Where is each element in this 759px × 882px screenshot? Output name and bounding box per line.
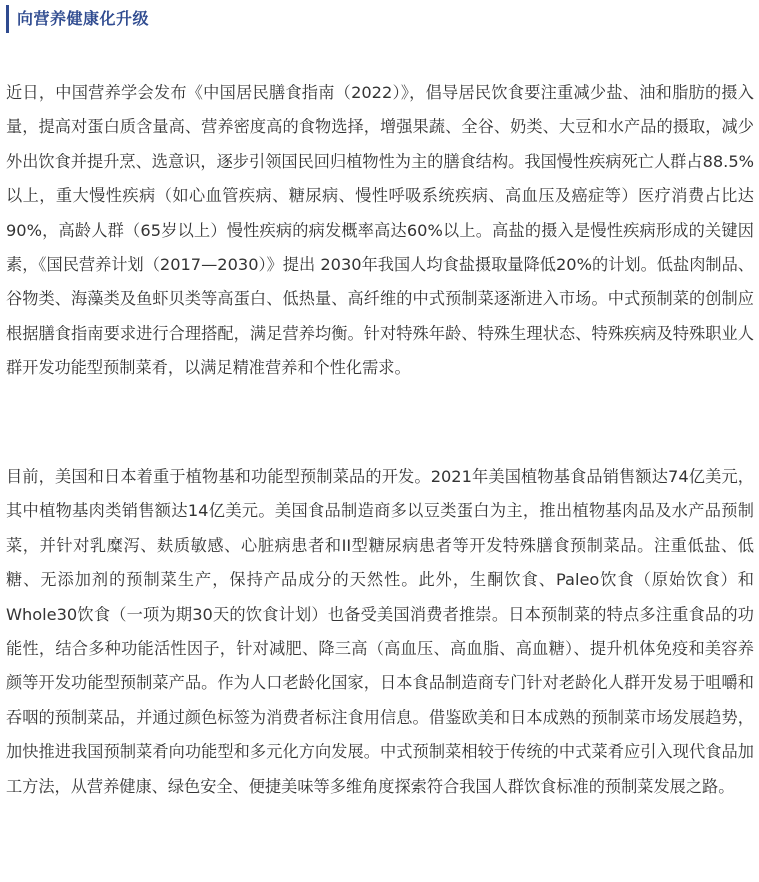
accent-bar	[6, 5, 9, 33]
section-header	[6, 5, 149, 33]
paragraph: 目前，美国和日本着重于植物基和功能型预制菜品的开发。2021年美国植物基食品销售额达74亿美元，其中植物基肉类销售额达14亿美元。美国食品制造商多以豆类蛋白为主，推出植物基肉品及水产品预制菜，并针对乳糜泻、麸质敏感、心脏病患者和II型糖尿病患者等开发特殊膳食预制菜品。注重低盐、低糖、无添加剂的预制菜生产，保持产品成分的天然性。此外，生酮饮食、Paleo饮食（原始饮食）和 Whole30饮食（一项为期30天的饮食计划）也备受美国消费者推崇。日本预制菜的特点多注重食品的功能性，结合多种功能活性因子，针对减肥、降三高（高血压、高血脂、高血糖）、提升机体免疫和美容养颜等开发功能型预制菜产品。作为人口老龄化国家，日本食品制造商专门针对老龄化人群开发易于咀嚼和吞咽的预制菜品，并通过颜色标签为消费者标注食用信息。借鉴欧美和日本成熟的预制菜市场发展趋势，加快推进我国预制菜肴向功能型和多元化方向发展。中式预制菜相较于传统的中式菜肴应引入现代食品加工方法，从营养健康、绿色安全、便捷美味等多维角度探索符合我国人群饮食标准的预制菜发展之路。	[6, 467, 754, 796]
section-title: 向营养健康化升级	[17, 9, 150, 28]
paragraph: 近日，中国营养学会发布《中国居民膳食指南（2022）》，倡导居民饮食要注重减少盐、油和脂肪的摄入量，提高对蛋白质含量高、营养密度高的食物选择，增强果蔬、全谷、奶类、大豆和水产品的摄取，减少外出饮食并提升烹、选意识，逐步引领国民回归植物性为主的膳食结构。我国慢性疾病死亡人群占88.5%以上，重大慢性疾病（如心血管疾病、糖尿病、慢性呼吸系统疾病、高血压及癌症等）医疗消费占比达90%，高龄人群（65岁以上）慢性疾病的病发概率高达60%以上。高盐的摄入是慢性疾病形成的关键因素，《国民营养计划（2017—2030）》提出 2030年我国人均食盐摄取量降低20%的计划。低盐肉制品、谷物类、海藻类及鱼虾贝类等高蛋白、低热量、高纤维的中式预制菜逐渐进入市场。中式预制菜的创制应根据膳食指南要求进行合理搭配，满足营养均衡。针对特殊年龄、特殊生理状态、特殊疾病及特殊职业人群开发功能型预制菜肴，以满足精准营养和个性化需求。	[6, 83, 754, 378]
